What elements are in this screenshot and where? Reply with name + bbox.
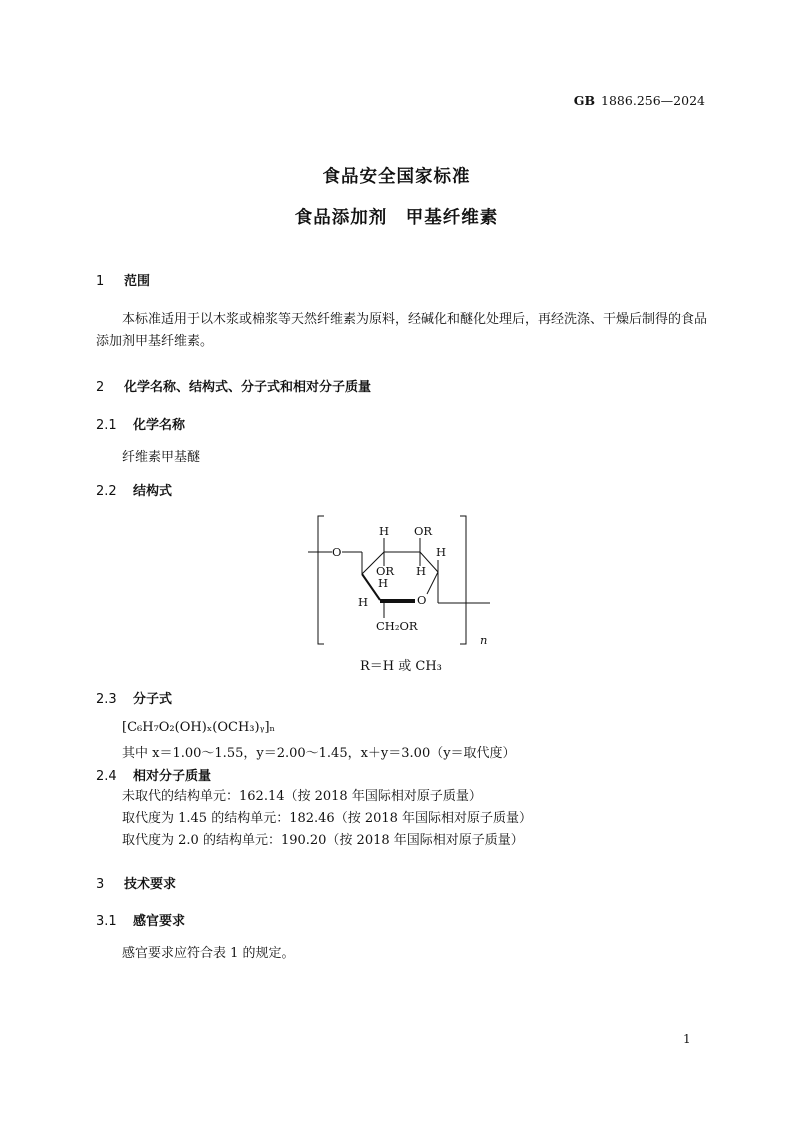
doc-title-line1: 食品安全国家标准 (322, 167, 471, 187)
section-2-1-heading: 2.1 化学名称 (96, 418, 186, 433)
formula-note: 其中 x＝1.00～1.55，y＝2.00～1.45，x＋y＝3.00（y＝取代度） (122, 746, 516, 761)
section-2-3-heading: 2.3 分子式 (96, 692, 173, 707)
molecular-formula: [C₆H₇O₂(OH)ₓ(OCH₃)ᵧ]ₙ (122, 720, 276, 735)
atom-h-1: H (379, 524, 390, 538)
atom-h-2: H (416, 564, 427, 578)
doc-title-line2: 食品添加剂 甲基纤维素 (294, 208, 499, 228)
section-2-4-heading: 2.4 相对分子质量 (96, 769, 212, 784)
subscript-n: n (480, 633, 488, 647)
atom-o-link: O (332, 545, 342, 559)
page-number: 1 (683, 1032, 691, 1046)
std-prefix: GB (573, 93, 596, 108)
mass-line-3: 取代度为 2.0 的结构单元：190.20（按 2018 年国际相对原子质量） (122, 833, 524, 848)
atom-h-4: H (378, 576, 389, 590)
structure-caption: R＝H 或 CH₃ (360, 659, 442, 674)
mass-line-1: 未取代的结构单元：162.14（按 2018 年国际相对原子质量） (122, 789, 482, 804)
atom-or-2: OR (414, 524, 433, 538)
section-2-heading: 2 化学名称、结构式、分子式和相对分子质量 (96, 380, 372, 395)
chemical-name: 纤维素甲基醚 (122, 450, 201, 465)
section-3-1-heading: 3.1 感官要求 (96, 914, 186, 929)
section-1-text: 本标准适用于以木浆或棉浆等天然纤维素为原料，经碱化和醚化处理后，再经洗涤、干燥后制得的食品添加剂甲基纤维素。 (96, 312, 708, 349)
atom-h-5: H (358, 595, 369, 609)
standard-code (574, 93, 705, 108)
atom-or-1: OR (376, 564, 395, 578)
section-1-heading: 1 范围 (96, 274, 151, 289)
atom-o-ring: O (417, 593, 427, 607)
mass-line-2: 取代度为 1.45 的结构单元：182.46（按 2018 年国际相对原子质量） (122, 811, 533, 826)
structural-formula (300, 508, 500, 648)
std-number: 1886.256—2024 (601, 93, 705, 108)
atom-ch2or: CH₂OR (376, 619, 418, 633)
section-3-heading: 3 技术要求 (96, 877, 177, 892)
section-2-2-heading: 2.2 结构式 (96, 484, 173, 499)
atom-h-3: H (436, 545, 447, 559)
sensory-text: 感官要求应符合表 1 的规定。 (122, 946, 295, 961)
